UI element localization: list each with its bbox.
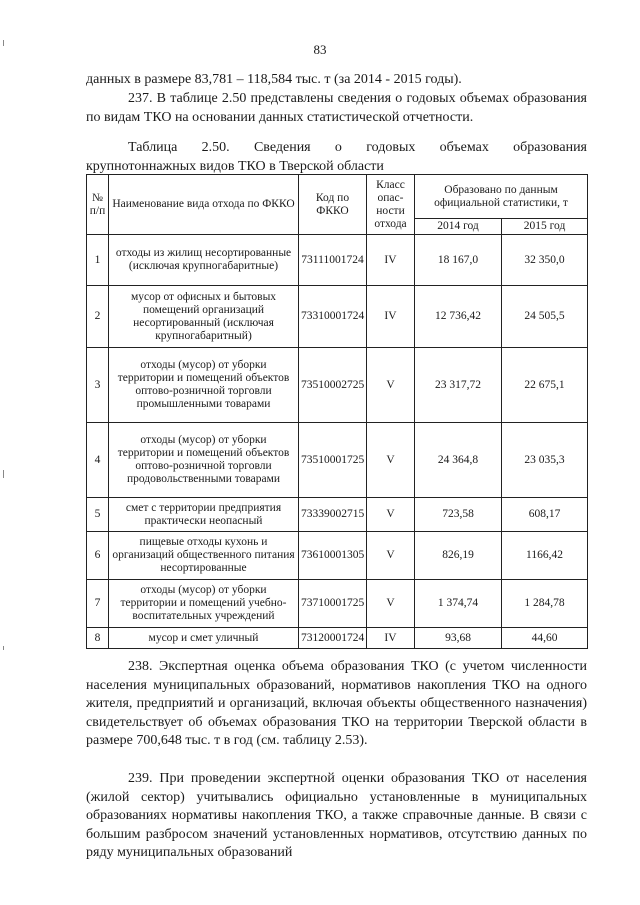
paragraph-238: 238. Экспертная оценка объема образования ТКО (с учетом численности населения муниципальных образований, нормативов накопления ТКО на одного жителя, предприятий и организаций, включая объекты общественного назначения) свидетельствует об объемах образования ТКО на территории Тверской области в размере 700,648 тыс. т в год (см. таблицу 2.53). — [86, 659, 587, 748]
row-waste-name: мусор от офисных и бытовых помещений организаций несортированный (исключая крупногабаритный) — [109, 286, 299, 348]
row-number: 1 — [87, 235, 109, 286]
row-number: 6 — [87, 532, 109, 580]
row-hazard-class: V — [367, 423, 415, 498]
page-number: 83 — [313, 42, 327, 57]
row-hazard-class: V — [367, 532, 415, 580]
table-row — [87, 423, 588, 498]
row-fkko-code: 73310001724 — [299, 286, 367, 348]
row-waste-name: отходы (мусор) от уборки территории и помещений учебно-воспитательных учреждений — [109, 580, 299, 628]
table-caption-line2: крупнотоннажных видов ТКО в Тверской области — [86, 159, 384, 174]
row-value-2015: 1 284,78 — [502, 580, 588, 628]
margin-mark — [3, 40, 4, 46]
table-row — [87, 498, 588, 532]
row-fkko-code: 73610001305 — [299, 532, 367, 580]
row-waste-name: отходы (мусор) от уборки территории и помещений объектов оптово-розничной торговли промышленными товарами — [109, 348, 299, 423]
row-value-2014: 1 374,74 — [415, 580, 502, 628]
paragraph-239: 239. При проведении экспертной оценки образования ТКО от населения (жилой сектор) учитывались официально установленные в муниципальных образованиях нормативы накопления ТКО, а также справочные данные. В связи с большим разбросом значений установленных нормативов, отсутствию данных по ряду муниципальных образований — [86, 771, 587, 860]
row-value-2015: 44,60 — [502, 628, 588, 649]
row-number: 4 — [87, 423, 109, 498]
table-row — [87, 580, 588, 628]
row-hazard-class: IV — [367, 628, 415, 649]
row-hazard-class: V — [367, 580, 415, 628]
waste-volume-table — [86, 174, 588, 649]
row-value-2015: 1166,42 — [502, 532, 588, 580]
header-number: № п/п — [87, 175, 109, 235]
row-fkko-code: 73111001724 — [299, 235, 367, 286]
row-value-2015: 22 675,1 — [502, 348, 588, 423]
row-number: 2 — [87, 286, 109, 348]
row-fkko-code: 73510001725 — [299, 423, 367, 498]
row-value-2014: 826,19 — [415, 532, 502, 580]
table-caption-line1: Таблица 2.50. Сведения о годовых объемах образования — [128, 140, 587, 155]
row-hazard-class: IV — [367, 286, 415, 348]
paragraph-237: 237. В таблице 2.50 представлены сведения о годовых объемах образования по видам ТКО на основании данных статистической отчетности. — [86, 91, 587, 125]
row-value-2014: 18 167,0 — [415, 235, 502, 286]
row-number: 5 — [87, 498, 109, 532]
row-value-2014: 93,68 — [415, 628, 502, 649]
table-header-row — [87, 175, 588, 219]
row-fkko-code: 73710001725 — [299, 580, 367, 628]
table-row — [87, 628, 588, 649]
row-number: 8 — [87, 628, 109, 649]
row-value-2014: 12 736,42 — [415, 286, 502, 348]
table-row — [87, 532, 588, 580]
row-waste-name: мусор и смет уличный — [109, 628, 299, 649]
row-waste-name: смет с территории предприятия практически неопасный — [109, 498, 299, 532]
header-year-2015: 2015 год — [502, 219, 588, 235]
row-fkko-code: 73510002725 — [299, 348, 367, 423]
row-fkko-code: 73339002715 — [299, 498, 367, 532]
header-fkko-code: Код по ФККО — [299, 175, 367, 235]
table-row — [87, 286, 588, 348]
table-row — [87, 235, 588, 286]
row-value-2015: 23 035,3 — [502, 423, 588, 498]
row-fkko-code: 73120001724 — [299, 628, 367, 649]
header-formed: Образовано по данным официальной статистики, т — [415, 175, 588, 219]
row-hazard-class: V — [367, 498, 415, 532]
row-value-2014: 23 317,72 — [415, 348, 502, 423]
header-hazard-class: Класс опас-ности отхода — [367, 175, 415, 235]
row-waste-name: отходы (мусор) от уборки территории и помещений объектов оптово-розничной торговли продовольственными товарами — [109, 423, 299, 498]
row-value-2015: 608,17 — [502, 498, 588, 532]
table-caption — [86, 138, 587, 176]
row-waste-name: пищевые отходы кухонь и организаций общественного питания несортированные — [109, 532, 299, 580]
row-number: 3 — [87, 348, 109, 423]
row-value-2015: 32 350,0 — [502, 235, 588, 286]
margin-mark — [3, 470, 4, 478]
row-hazard-class: V — [367, 348, 415, 423]
row-value-2014: 24 364,8 — [415, 423, 502, 498]
header-waste-name: Наименование вида отхода по ФККО — [109, 175, 299, 235]
row-value-2015: 24 505,5 — [502, 286, 588, 348]
table-row — [87, 348, 588, 423]
row-waste-name: отходы из жилищ несортированные (исключая крупногабаритные) — [109, 235, 299, 286]
paragraph-continuation: данных в размере 83,781 – 118,584 тыс. т (за 2014 - 2015 годы). — [86, 72, 462, 87]
margin-mark — [3, 646, 4, 650]
header-year-2014: 2014 год — [415, 219, 502, 235]
row-hazard-class: IV — [367, 235, 415, 286]
row-value-2014: 723,58 — [415, 498, 502, 532]
row-number: 7 — [87, 580, 109, 628]
